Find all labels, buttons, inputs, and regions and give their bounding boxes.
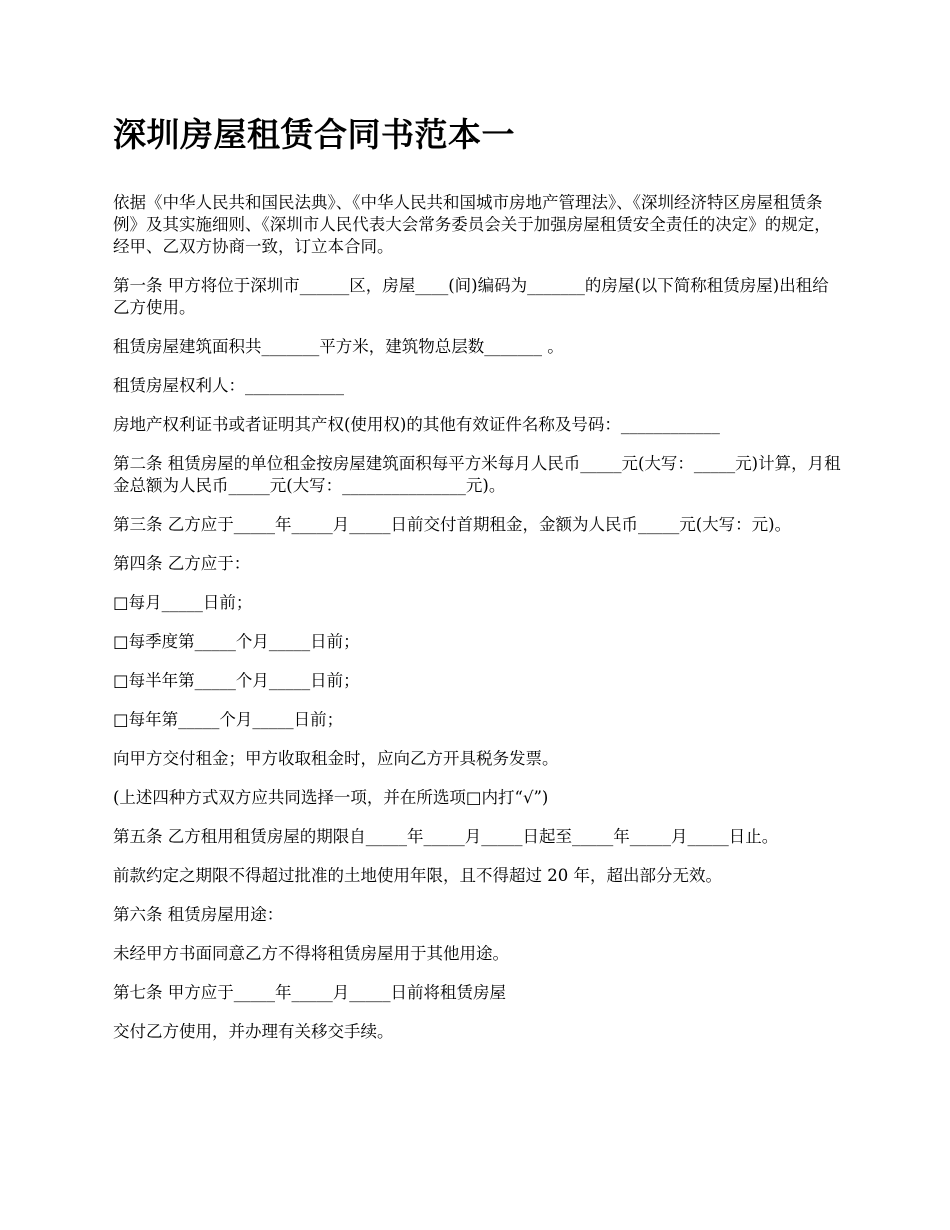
term-limit-paragraph: 前款约定之期限不得超过批准的土地使用年限，且不得超过 20 年，超出部分无效。 bbox=[113, 866, 722, 885]
article-6-paragraph: 第六条 租赁房屋用途： bbox=[113, 905, 284, 924]
option-note-paragraph: (上述四种方式双方应共同选择一项，并在所选项□内打“√”) bbox=[113, 788, 549, 807]
usage-restriction-paragraph: 未经甲方书面同意乙方不得将租赁房屋用于其他用途。 bbox=[113, 944, 509, 963]
option-half-yearly: □每半年第_____个月_____日前； bbox=[113, 671, 360, 690]
article-4-paragraph: 第四条 乙方应于： bbox=[113, 554, 251, 573]
preamble-paragraph: 依据《中华人民共和国民法典》、《中华人民共和国城市房地产管理法》、《深圳经济特区房屋租赁条例》及其实施细则、《深圳市人民代表大会常务委员会关于加强房屋租赁安全责任的决定》的规定，经甲、乙双方协商一致，订立本合同。 bbox=[113, 193, 831, 256]
rent-payment-paragraph: 向甲方交付租金；甲方收取租金时，应向乙方开具税务发票。 bbox=[113, 749, 559, 768]
article-2-paragraph: 第二条 租赁房屋的单位租金按房屋建筑面积每平方米每月人民币_____元(大写：_____元)计算，月租金总额为人民币_____元(大写：_______________元)。 bbox=[113, 454, 841, 495]
option-monthly: □每月_____日前； bbox=[113, 593, 253, 612]
article-3-paragraph: 第三条 乙方应于_____年_____月_____日前交付首期租金，金额为人民币_____元(大写：元)。 bbox=[113, 515, 792, 534]
document-page bbox=[113, 112, 843, 1060]
article-1-paragraph: 第一条 甲方将位于深圳市______区，房屋____(间)编码为_______的房屋(以下简称租赁房屋)出租给乙方使用。 bbox=[113, 276, 829, 317]
article-7-paragraph: 第七条 甲方应于_____年_____月_____日前将租赁房屋 bbox=[113, 983, 506, 1002]
document-title: 深圳房屋租赁合同书范本一 bbox=[113, 115, 515, 154]
rights-holder-paragraph: 租赁房屋权利人：____________ bbox=[113, 376, 344, 395]
option-quarterly: □每季度第_____个月_____日前； bbox=[113, 632, 360, 651]
handover-paragraph: 交付乙方使用，并办理有关移交手续。 bbox=[113, 1022, 394, 1041]
property-certificate-paragraph: 房地产权利证书或者证明其产权(使用权)的其他有效证件名称及号码：____________ bbox=[113, 415, 720, 434]
option-yearly: □每年第_____个月_____日前； bbox=[113, 710, 344, 729]
article-5-paragraph: 第五条 乙方租用租赁房屋的期限自_____年_____月_____日起至_____年_____月_____日止。 bbox=[113, 827, 779, 846]
floor-area-paragraph: 租赁房屋建筑面积共_______平方米，建筑物总层数_______ 。 bbox=[113, 337, 564, 356]
